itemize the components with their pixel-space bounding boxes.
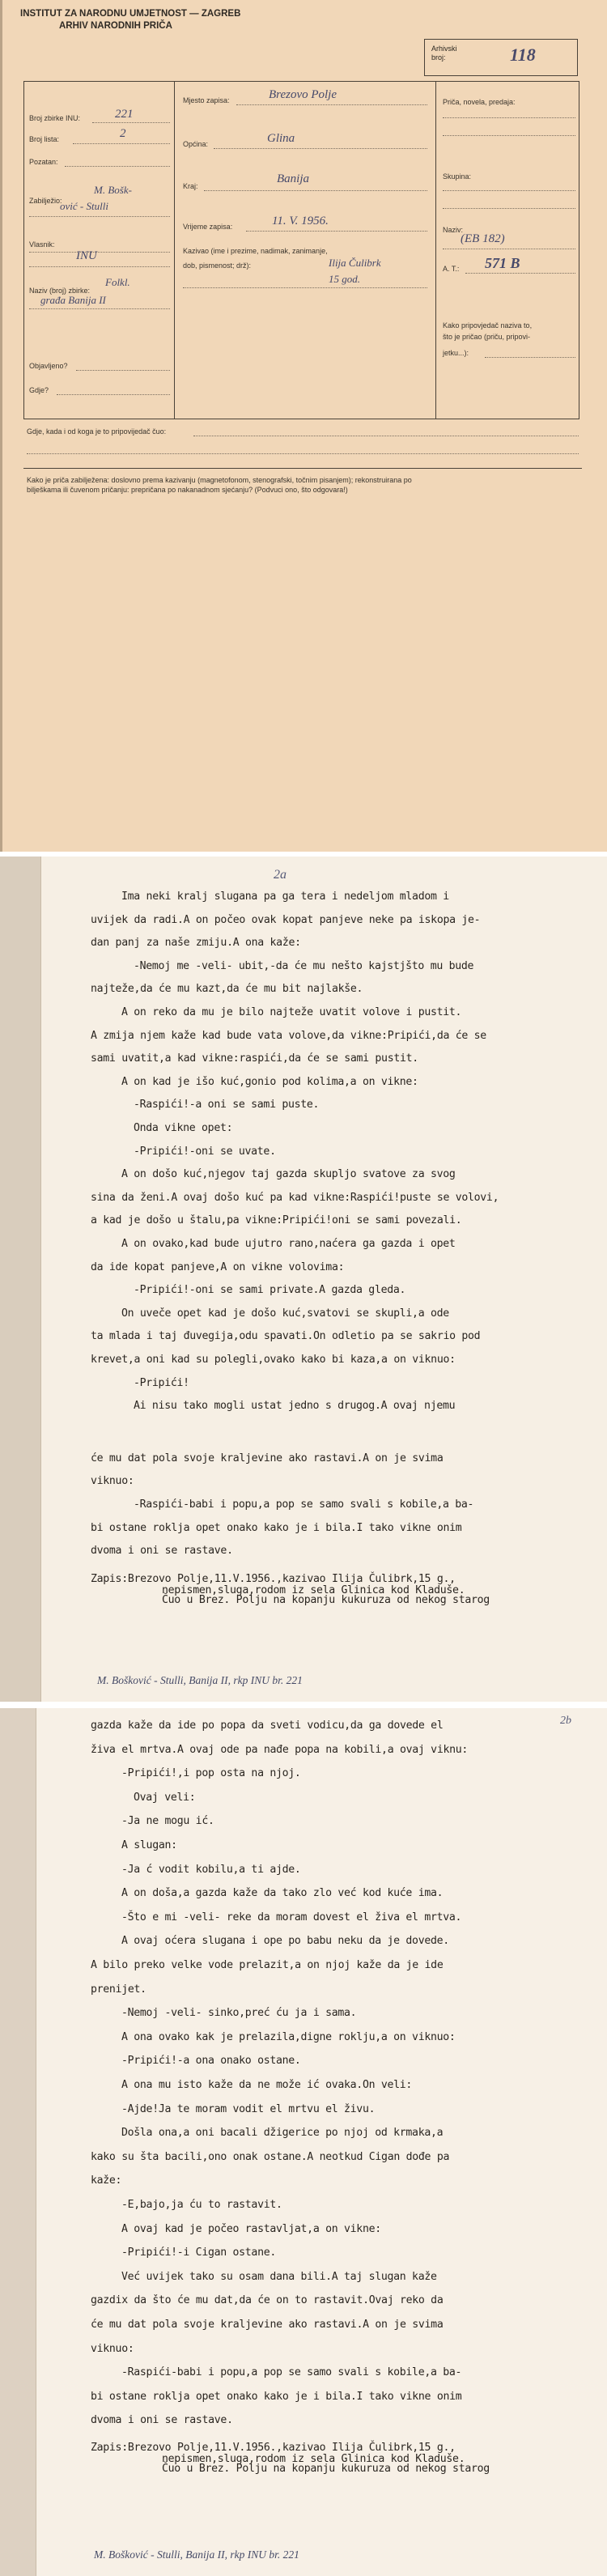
transcript-line: Došla ona,a oni bacali džigerice po njoj od krmaka,a <box>121 2127 444 2140</box>
catalog-form <box>23 81 579 419</box>
narrator-term-label-2: što je pričao (priču, pripovi- <box>443 333 531 341</box>
tale-type-label: Priča, novela, predaja: <box>443 98 516 106</box>
recording-method-note-2: bilješkama ili čuvenom pričanju: prepričana po nakanadnom sjećanju? (Podvuci ono, što odgovara!) <box>27 486 348 494</box>
form-column-right <box>435 82 580 419</box>
transcript-line: -Nemoj -veli- sinko,preć ću ja i sama. <box>121 2007 357 2020</box>
published-label: Objavljeno? <box>29 362 68 370</box>
transcript-line: -Ajde!Ja te moram vodit el mrtvu el živu. <box>121 2102 376 2115</box>
transcript-line: dvoma i oni se rastave. <box>91 1545 233 1558</box>
transcript-signature: M. Bošković - Stulli, Banija II, rkp INU br. 221 <box>94 2548 299 2561</box>
transcript-signature: M. Bošković - Stulli, Banija II, rkp INU br. 221 <box>97 1674 303 1686</box>
recorder-label: Zabilježio: <box>29 197 62 205</box>
transcript-line: -Pripići!-i Cigan ostane. <box>121 2247 276 2259</box>
transcript-line: A slugan: <box>121 1839 177 1851</box>
recorder-value-2: ović - Stulli <box>60 200 108 212</box>
transcript-line: -Nemoj me -veli- ubit,-da će mu nešto kajstjšto mu bude <box>134 959 474 972</box>
title-label: Naziv: <box>443 226 464 234</box>
municipality-value: Glina <box>267 132 295 145</box>
place-label: Mjesto zapisa: <box>183 96 230 104</box>
transcript-line: -Raspići-babi i popu,a pop se samo svali s kobile,a ba- <box>121 2366 462 2379</box>
title-value: (EB 182) <box>461 232 505 245</box>
institute-header <box>20 8 240 32</box>
form-column-middle <box>175 82 435 419</box>
transcript-line: Onda vikne opet: <box>134 1122 233 1134</box>
group-label: Skupina: <box>443 172 472 181</box>
archive-number-value: 118 <box>510 45 536 65</box>
transcript-line: -Pripići!-a ona onako ostane. <box>121 2055 301 2068</box>
recorder-value-1: M. Bošk- <box>94 184 132 196</box>
archive-number-box <box>424 39 578 76</box>
transcript-line: dan panj za naše zmiju.A ona kaže: <box>91 937 301 950</box>
region-label: Kraj: <box>183 182 198 190</box>
transcript-line: A zmija njem kaže kad bude vata volove,da vikne:Pripići,da će se <box>91 1029 486 1042</box>
date-label: Vrijeme zapisa: <box>183 223 233 231</box>
place-value: Brezovo Polje <box>269 88 337 101</box>
collection-name-label: Naziv (broj) zbirke: <box>29 287 91 295</box>
transcript-page-2a <box>0 857 607 1702</box>
transcript-line: kaže: <box>91 2174 122 2187</box>
transcript-line: A ona ovako kak je prelazila,digne roklju,a on viknuo: <box>121 2030 456 2043</box>
transcript-line: će mu dat pola svoje kraljevine ako rastavi.A on je svima <box>91 2319 444 2331</box>
transcript-line: -Pripići!-oni se uvate. <box>134 1145 276 1158</box>
transcript-line: -Pripići!-oni se sami private.A gazda gleda. <box>134 1284 406 1297</box>
transcript-line: će mu dat pola svoje kraljevine ako rastavi.A on je svima <box>91 1452 444 1464</box>
narrator-term-label-3: jetku...): <box>443 349 469 357</box>
collection-number-value: 221 <box>115 108 134 121</box>
transcript-line: A ovaj kad je počeo rastavljat,a on vikne: <box>121 2222 381 2235</box>
transcript-line: nepismen,sluga,rodom iz sela Glinica kod Kladuše. <box>162 2453 465 2465</box>
archive-card-page <box>0 0 607 852</box>
transcript-line: A bilo preko velke vode prelazit,a on njoj kaže da je ide <box>91 1959 444 1971</box>
transcript-line: najteže,da će mu kazt,da će mu bit najlakše. <box>91 983 363 996</box>
where-label: Gdje? <box>29 386 49 394</box>
transcript-line: A ovaj oćera slugana i ope po babu neku da je dovede. <box>121 1935 449 1948</box>
narrator-value-1: Ilija Čulibrk <box>329 257 381 269</box>
transcript-line: -Raspići!-a oni se sami puste. <box>134 1099 320 1112</box>
transcript-line: dvoma i oni se rastave. <box>91 2414 233 2427</box>
transcript-line: A ona mu isto kaže da ne može ić ovaka.On veli: <box>121 2079 413 2091</box>
municipality-label: Općina: <box>183 140 209 148</box>
transcript-line: -Pripići!,i pop osta na njoj. <box>121 1767 301 1780</box>
transcript-line: A on kad je išo kuć,gonio pod kolima,a on vikne: <box>121 1075 418 1088</box>
transcript-line: gazda kaže da ide po popa da sveti vodicu,da ga dovede el <box>91 1719 444 1732</box>
sheet-number-label: Broj lista: <box>29 135 60 143</box>
transcript-line: -Pripići! <box>134 1376 189 1389</box>
collection-number-label: Broj zbirke INU: <box>29 114 81 122</box>
owner-label: Vlasnik: <box>29 240 55 249</box>
source-of-hearing-label: Gdje, kada i od koga je to pripovijedač čuo: <box>27 427 167 436</box>
narrator-label-2: dob, pismenost; drž): <box>183 261 252 270</box>
archive-name: ARHIV NARODNIH PRIČA <box>59 21 172 31</box>
transcript-line: bi ostane roklja opet onako kako je i bila.I tako vikne onim <box>91 1521 462 1534</box>
region-value: Banija <box>277 172 309 185</box>
date-value: 11. V. 1956. <box>272 215 329 227</box>
transcript-line: -E,bajo,ja ću to rastavit. <box>121 2199 282 2211</box>
transcript-line: Ima neki kralj slugana pa ga tera i nedeljom mladom i <box>121 891 449 903</box>
transcript-line: Zapis:Brezovo Polje,11.V.1956.,kazivao Ilija Čulibrk,15 g., <box>91 2442 456 2454</box>
narrator-term-label-1: Kako pripovjedač naziva to, <box>443 321 533 329</box>
transcript-line: -Ja ć vodit kobilu,a ti ajde. <box>121 1863 301 1876</box>
page-mark: 2b <box>560 1715 571 1727</box>
transcript-line: sina da ženi.A ovaj došo kuć pa kad vikne:Raspići!puste se volovi, <box>91 1191 499 1204</box>
origin-label: Pozatan: <box>29 158 58 166</box>
transcript-line: da ide kopat panjeve,A on vikne volovima: <box>91 1260 345 1273</box>
form-column-left <box>24 82 175 419</box>
transcript-line: Ai nisu tako mogli ustat jedno s drugog.A ovaj njemu <box>134 1400 456 1413</box>
transcript-line: Već uvijek tako su osam dana bili.A taj slugan kaže <box>121 2270 437 2283</box>
transcript-line: -Što e mi -veli- reke da moram dovest el živa el mrtva. <box>121 1911 462 1923</box>
transcript-page-2b <box>0 1708 607 2576</box>
transcript-line: Zapis:Brezovo Polje,11.V.1956.,kazivao Ilija Čulibrk,15 g., <box>91 1572 456 1585</box>
archive-number-label: Arhivski broj: <box>431 45 457 62</box>
transcript-line: živa el mrtva.A ovaj ode pa nađe popa na kobili,a ovaj viknu: <box>91 1743 469 1756</box>
at-value: 571 B <box>485 255 520 271</box>
collection-name-value-1: Folkl. <box>105 276 130 288</box>
collection-name-value-2: građa Banija II <box>40 294 106 306</box>
transcript-line: A on ovako,kad bude ujutro rano,naćera ga gazda i opet <box>121 1238 456 1250</box>
transcript-line: viknuo: <box>91 1475 134 1488</box>
at-label: A. T.: <box>443 265 460 273</box>
transcript-line: kako su šta bacili,ono onak ostane.A neotkud Cigan dođe pa <box>91 2150 450 2163</box>
transcript-line: nepismen,sluga,rodom iz sela Glinica kod Kladuše. <box>162 1583 465 1596</box>
transcript-line: Čuo u Brez. Polju na kopanju kukuruza od nekog starog <box>162 1593 490 1606</box>
transcript-line: A on doša,a gazda kaže da tako zlo već kod kuće ima. <box>121 1887 444 1900</box>
transcript-line: Čuo u Brez. Polju na kopanju kukuruza od nekog starog <box>162 2463 490 2475</box>
transcript-line: ta mlada i taj đuvegija,odu spavati.On odletio pa se sakrio pod <box>91 1330 481 1343</box>
narrator-label-1: Kazivao (ime i prezime, nadimak, zanimanje, <box>183 247 328 255</box>
transcript-line: bi ostane roklja opet onako kako je i bila.I tako vikne onim <box>91 2390 462 2403</box>
sheet-number-value: 2 <box>120 127 126 140</box>
transcript-line: A on došo kuć,njegov taj gazda skupljo svatove za svog <box>121 1168 456 1181</box>
page-mark: 2a <box>274 868 287 882</box>
owner-value: INU <box>76 249 97 262</box>
transcript-line: uvijek da radi.A on počeo ovak kopat panjeve neke pa iskopa je- <box>91 913 481 926</box>
transcript-line: A on reko da mu je bilo najteže uvatit volove i pustit. <box>121 1006 462 1018</box>
transcript-line: sami uvatit,a kad vikne:raspići,da će se sami pustit. <box>91 1052 418 1065</box>
transcript-line: gazdix da što će mu dat,da će on to rastavit.Ovaj reko da <box>91 2294 444 2307</box>
transcript-line: a kad je došo u štalu,pa vikne:Pripići!oni se sami povezali. <box>91 1214 462 1227</box>
institute-name: INSTITUT ZA NARODNU UMJETNOST — ZAGREB <box>20 9 241 19</box>
transcript-line: Ovaj veli: <box>134 1791 196 1804</box>
transcript-line: -Raspići-babi i popu,a pop se samo svali s kobile,a ba- <box>134 1498 474 1511</box>
transcript-line: krevet,a oni kad su polegli,ovako kako bi kaza,a on viknuo: <box>91 1354 456 1366</box>
transcript-line: On uveče opet kad je došo kuć,svatovi se skupli,a ode <box>121 1307 449 1320</box>
narrator-value-2: 15 god. <box>329 273 360 285</box>
transcript-line: prenijet. <box>91 1983 146 1996</box>
transcript-line: -Ja ne mogu ić. <box>121 1815 214 1828</box>
recording-method-note-1: Kako je priča zabilježena: doslovno prema kazivanju (magnetofonom, stenografski, točnim pisanjem); rekonstruirana po <box>27 476 412 484</box>
transcript-line: viknuo: <box>91 2342 134 2355</box>
